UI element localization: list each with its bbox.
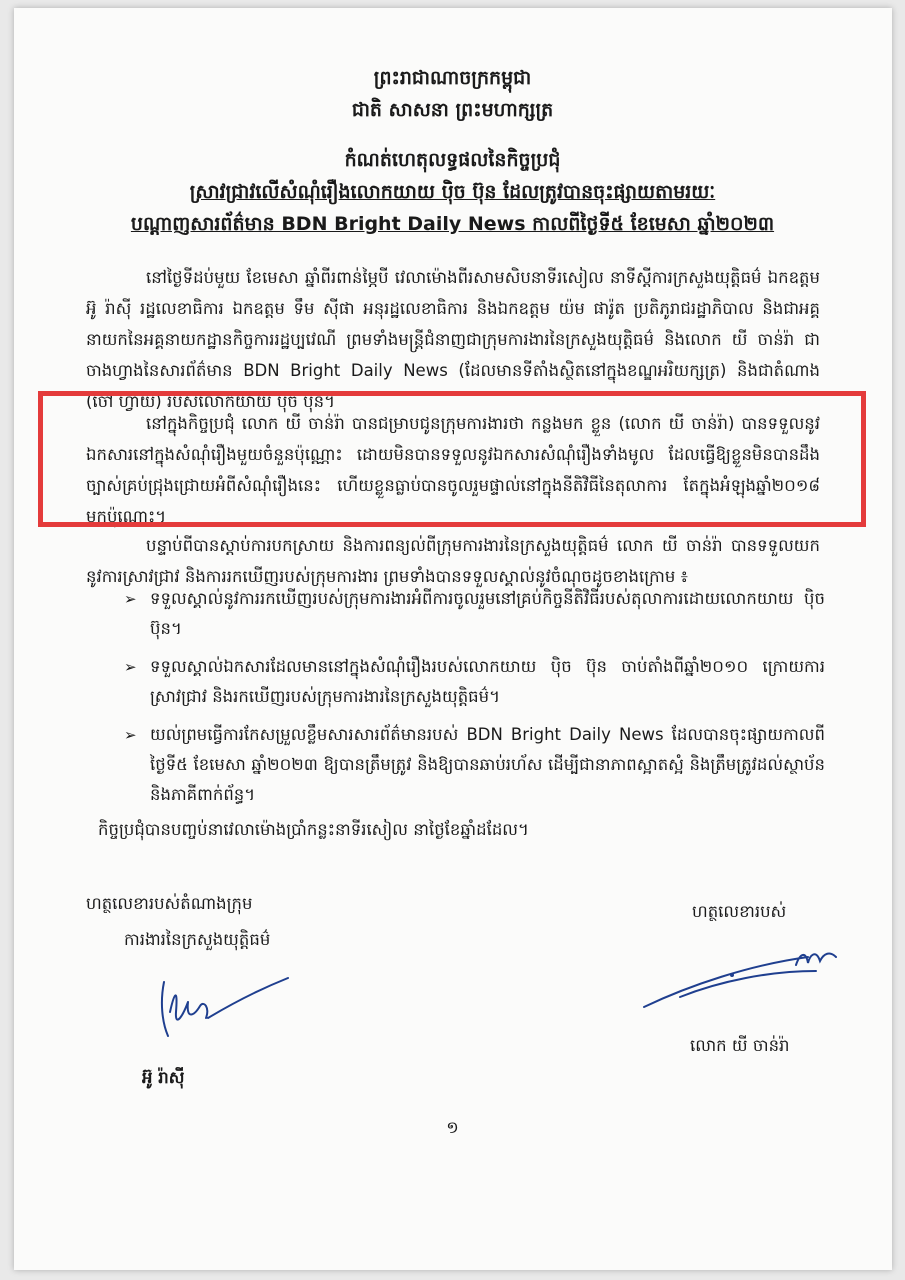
list-item	[120, 584, 825, 644]
motto-header: ជាតិ សាសនា ព្រះមហាក្សត្រ	[351, 99, 554, 121]
page-number: ១	[446, 1118, 459, 1137]
paragraph-acceptance: បន្ទាប់ពីបានស្ដាប់ការបកស្រាយ និងការពន្យល់ពីក្រុមការងារនៃក្រសួងយុត្តិធម៌ លោក យី ចាន់រ៉ា បានទទួលយកនូវការស្រាវជ្រាវ និងការរកឃើញរបស់ក្រុមការងារ ព្រមទាំងបានទទួលស្គាល់នូវចំណុចដូចខាងក្រោម ៖	[86, 536, 820, 586]
document-title: កំណត់ហេតុលទ្ធផលនៃកិច្ចប្រជុំ	[344, 149, 561, 171]
left-signatory-name: អ៊ូ រ៉ាស៊ី	[142, 1068, 185, 1087]
agreement-list	[120, 584, 825, 818]
list-item-text: ទទួលស្គាល់នូវការរកឃើញរបស់ក្រុមការងារអំពីការចូលរួមនៅគ្រប់កិច្ចនីតិវិធីរបស់តុលាការដោយលោកយាយ ប៉ិច ប៊ុន។	[150, 589, 825, 638]
right-signature	[640, 945, 840, 1015]
right-signatory-name: លោក យី ចាន់រ៉ា	[690, 1036, 790, 1055]
paragraph-statement: នៅក្នុងកិច្ចប្រជុំ លោក យី ចាន់រ៉ា បានជម្រាបជូនក្រុមការងារថា កន្លងមក ខ្លួន (លោក យី ចាន់រ៉ា) បានទទួលនូវឯកសារនៅក្នុងសំណុំរឿងមួយចំនួនប៉ុណ្ណោះ ដោយមិនបានទទួលនូវឯកសារសំណុំរឿងទាំងមូល ដែលធ្វើឱ្យខ្លួនមិនបានដឹងច្បាស់គ្រប់ជ្រុងជ្រោយអំពីសំណុំរឿងនេះ ហើយខ្លួនធ្លាប់បានចូលរួមផ្ទាល់នៅក្នុងនីតិវិធីនៃតុលាការ តែក្នុងអំឡុងឆ្នាំ២០១៨ មកប៉ុណ្ណោះ។	[86, 414, 820, 526]
list-item	[120, 652, 825, 712]
kingdom-header: ព្រះរាជាណាចក្រកម្ពុជា	[373, 67, 532, 89]
arrow-bullet-icon: ➢	[124, 726, 137, 744]
left-signature-title-2: ការងារនៃក្រសួងយុត្តិធម៌	[124, 930, 271, 949]
list-item	[120, 720, 825, 810]
document-subtitle-1: ស្រាវជ្រាវលើសំណុំរឿងលោកយាយ ប៉ិច ប៊ុន ដែលត្រូវបានចុះផ្សាយតាមរយៈ	[189, 181, 716, 203]
left-signature	[148, 972, 298, 1052]
document-subtitle-2: បណ្ដាញសារព័ត៌មាន BDN Bright Daily News កាលពីថ្ងៃទី៥ ខែមេសា ឆ្នាំ២០២៣	[130, 213, 775, 235]
highlight-box	[38, 391, 866, 527]
paragraph-attendees: នៅថ្ងៃទីដប់មួយ ខែមេសា ឆ្នាំពីរពាន់ម្ភៃបី វេលាម៉ោងពីរសាមសិបនាទីរសៀល នាទីស្ដីការក្រសួងយុត្តិធម៌ ឯកឧត្តម អ៊ូ រ៉ាស៊ី រដ្ឋលេខាធិការ ឯកឧត្តម ទឹម ស៊ីផា អនុរដ្ឋលេខាធិការ និងឯកឧត្តម យ៉ម ផារ៉ូត ប្រតិភូរាជរដ្ឋាភិបាល និងជាអគ្គនាយកនៃអគ្គនាយកដ្ឋានកិច្ចការរដ្ឋប្បវេណី ព្រមទាំងមន្ត្រីជំនាញជាក្រុមការងារនៃក្រសួងយុត្តិធម៌ និងលោក យី ចាន់រ៉ា ជាចាងហ្វាងនៃសារព័ត៌មាន BDN Bright Daily News (ដែលមានទីតាំងស្ថិតនៅក្នុងខណ្ឌអរិយក្សត្រ) និងជាតំណាង (ចៅ ហ្វាយ) របស់លោកយាយ ប៉ិច ប៊ុន។	[86, 268, 820, 411]
list-item-text: ទទួលស្គាល់ឯកសារដែលមាននៅក្នុងសំណុំរឿងរបស់លោកយាយ ប៉ិច ប៊ុន ចាប់តាំងពីឆ្នាំ២០១០ ក្រោយការស្រាវជ្រាវ និងរកឃើញរបស់ក្រុមការងារនៃក្រសួងយុត្តិធម៌។	[150, 657, 825, 706]
list-item-text: យល់ព្រមធ្វើការកែសម្រួលខ្លឹមសារសារព័ត៌មានរបស់ BDN Bright Daily News ដែលបានចុះផ្សាយកាលពីថ្ងៃទី៥ ខែមេសា ឆ្នាំ២០២៣ ឱ្យបានត្រឹមត្រូវ និងឱ្យបានឆាប់រហ័ស ដើម្បីជានាភាពស្អាតស្អំ និងត្រឹមត្រូវដល់ស្ថាប័ន និងភាគីពាក់ព័ន្ធ។	[150, 725, 825, 804]
right-signature-title: ហត្ថលេខារបស់	[692, 902, 787, 921]
left-signature-title-1: ហត្ថលេខារបស់តំណាងក្រុម	[86, 894, 253, 913]
arrow-bullet-icon: ➢	[124, 590, 137, 608]
arrow-bullet-icon: ➢	[124, 658, 137, 676]
closing-statement: កិច្ចប្រជុំបានបញ្ចប់នាវេលាម៉ោងប្រាំកន្លះនាទីរសៀល នាថ្ងៃខែឆ្នាំដដែល។	[98, 820, 529, 839]
